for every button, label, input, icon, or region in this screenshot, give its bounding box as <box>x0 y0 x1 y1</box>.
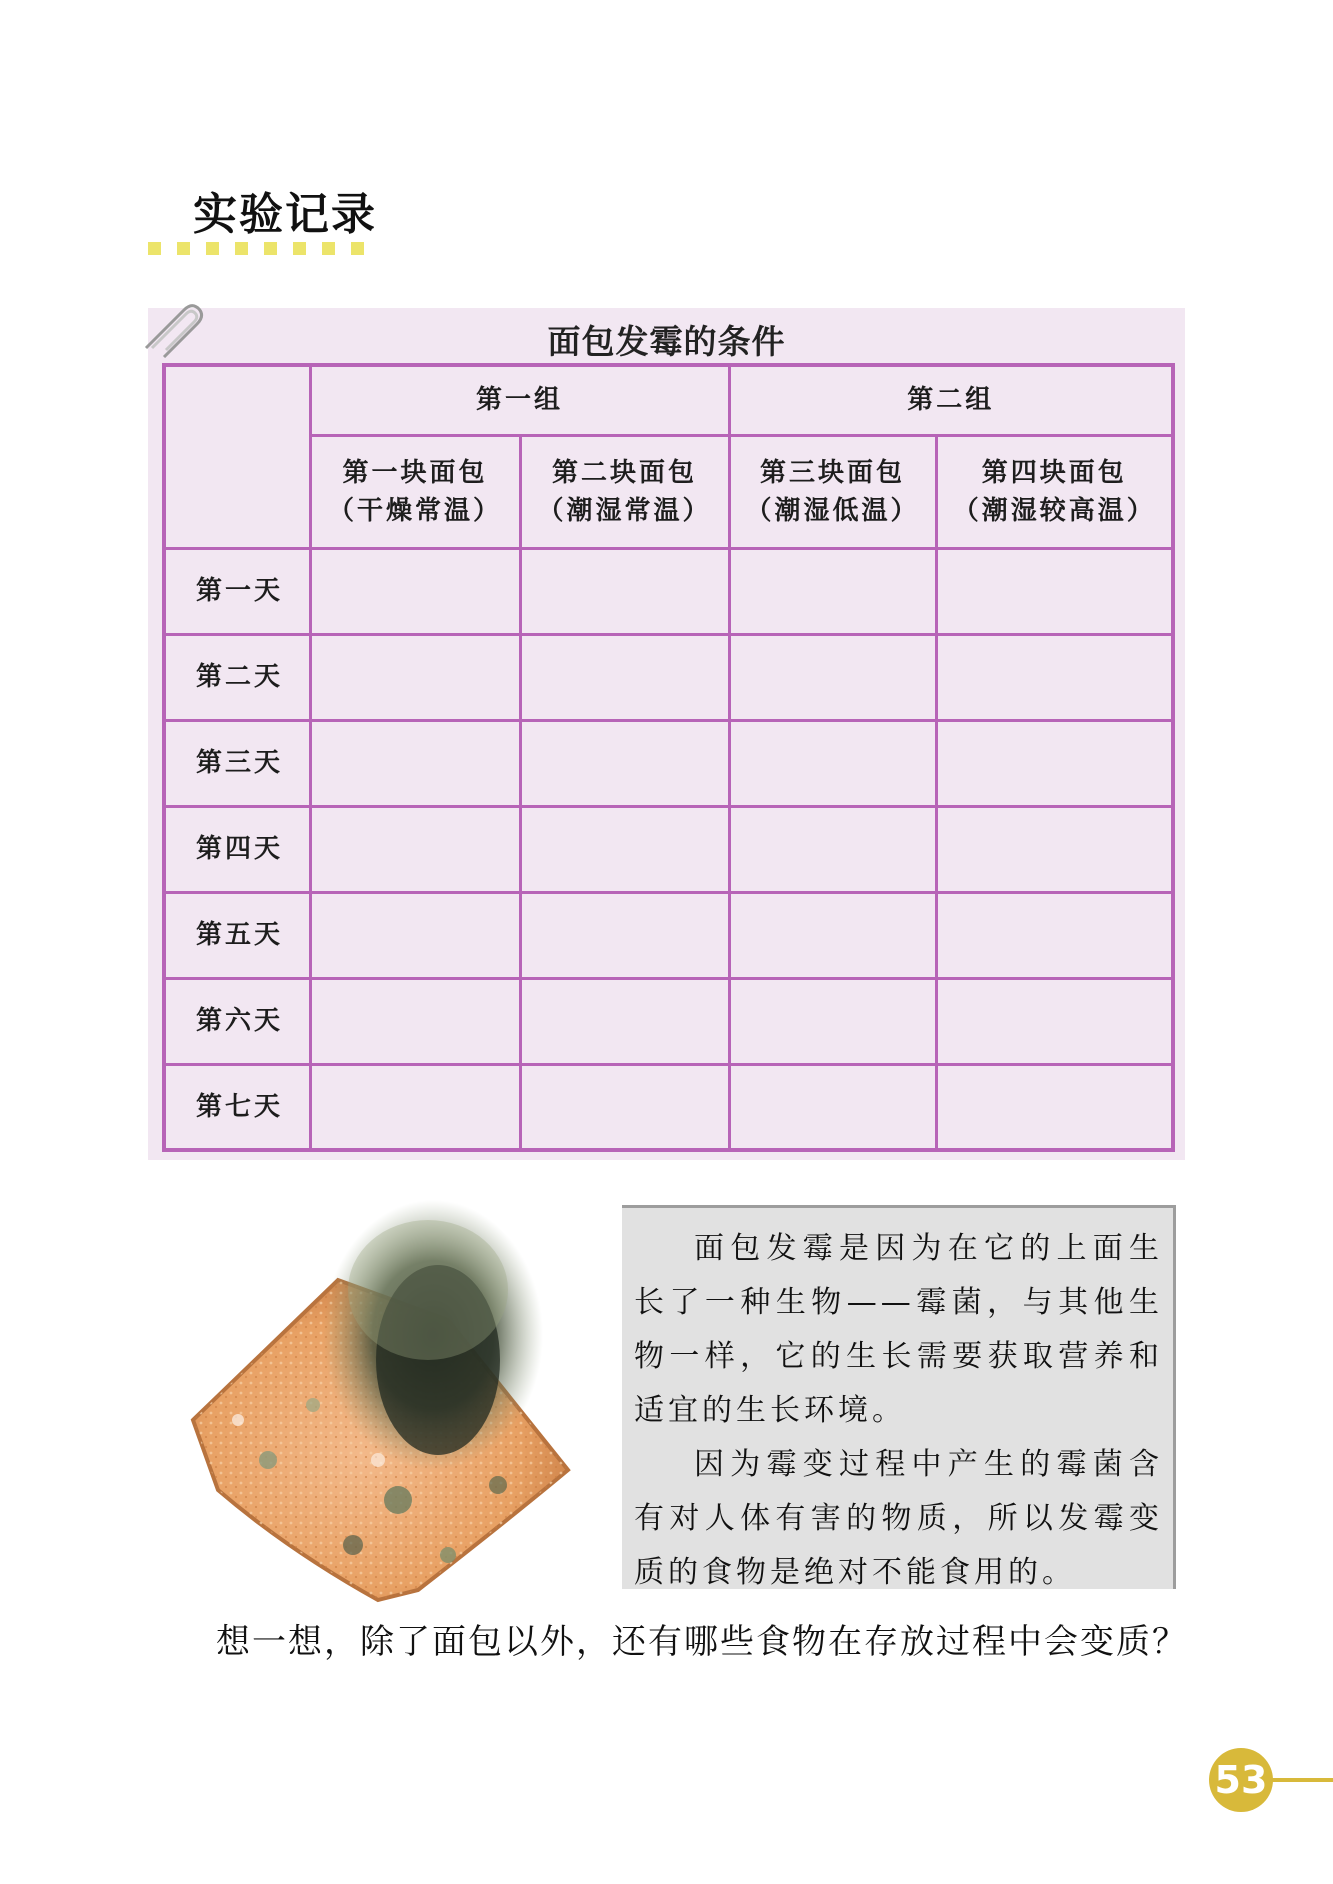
column-name: 第四块面包 <box>981 457 1127 488</box>
info-paragraph: 面包发霉是因为在它的上面生长了一种生物——霉菌，与其他生物一样，它的生长需要获取营养和适宜的生长环境。 <box>634 1231 1163 1428</box>
day-label: 第一天 <box>164 548 310 634</box>
column-header <box>520 435 729 548</box>
record-cell[interactable] <box>729 720 936 806</box>
record-cell[interactable] <box>729 978 936 1064</box>
column-header <box>729 435 936 548</box>
column-name: 第一块面包 <box>342 457 488 488</box>
record-cell[interactable] <box>936 892 1173 978</box>
record-cell[interactable] <box>520 1064 729 1150</box>
day-label: 第七天 <box>164 1064 310 1150</box>
record-cell[interactable] <box>936 978 1173 1064</box>
record-cell[interactable] <box>936 1064 1173 1150</box>
column-condition: （潮湿低温） <box>745 495 920 526</box>
record-cell[interactable] <box>520 634 729 720</box>
column-condition: （潮湿较高温） <box>952 495 1156 526</box>
record-cell[interactable] <box>520 806 729 892</box>
column-condition: （干燥常温） <box>327 495 502 526</box>
day-label: 第五天 <box>164 892 310 978</box>
think-question: 想一想，除了面包以外，还有哪些食物在存放过程中会变质？ <box>216 1622 1188 1662</box>
experiment-record-table <box>162 363 1175 1152</box>
info-box <box>622 1205 1176 1589</box>
group-header: 第二组 <box>729 365 1173 435</box>
record-cell[interactable] <box>729 892 936 978</box>
table-title: 面包发霉的条件 <box>547 322 786 361</box>
record-cell[interactable] <box>520 548 729 634</box>
page-number-line <box>1270 1778 1333 1782</box>
page-number: 53 <box>1209 1748 1273 1812</box>
column-name: 第二块面包 <box>552 457 698 488</box>
section-title: 实验记录 <box>193 189 377 240</box>
record-cell[interactable] <box>936 806 1173 892</box>
record-cell[interactable] <box>310 634 520 720</box>
record-cell[interactable] <box>310 720 520 806</box>
record-cell[interactable] <box>310 548 520 634</box>
record-cell[interactable] <box>520 978 729 1064</box>
day-label: 第二天 <box>164 634 310 720</box>
record-cell[interactable] <box>936 720 1173 806</box>
column-header <box>936 435 1173 548</box>
record-cell[interactable] <box>520 720 729 806</box>
record-cell[interactable] <box>729 1064 936 1150</box>
column-condition: （潮湿常温） <box>537 495 712 526</box>
day-label: 第六天 <box>164 978 310 1064</box>
record-cell[interactable] <box>310 892 520 978</box>
column-header <box>310 435 520 548</box>
record-cell[interactable] <box>729 548 936 634</box>
day-label: 第三天 <box>164 720 310 806</box>
corner-cell <box>164 365 310 548</box>
record-cell[interactable] <box>310 978 520 1064</box>
moldy-bread-image <box>148 1170 588 1610</box>
column-name: 第三块面包 <box>760 457 906 488</box>
group-header: 第一组 <box>310 365 729 435</box>
day-label: 第四天 <box>164 806 310 892</box>
record-cell[interactable] <box>310 1064 520 1150</box>
title-underline-dots <box>148 242 364 255</box>
info-paragraph: 因为霉变过程中产生的霉菌含有对人体有害的物质，所以发霉变质的食物是绝对不能食用的。 <box>634 1447 1163 1590</box>
record-cell[interactable] <box>729 634 936 720</box>
record-cell[interactable] <box>936 634 1173 720</box>
record-cell[interactable] <box>520 892 729 978</box>
record-cell[interactable] <box>936 548 1173 634</box>
record-cell[interactable] <box>729 806 936 892</box>
record-cell[interactable] <box>310 806 520 892</box>
